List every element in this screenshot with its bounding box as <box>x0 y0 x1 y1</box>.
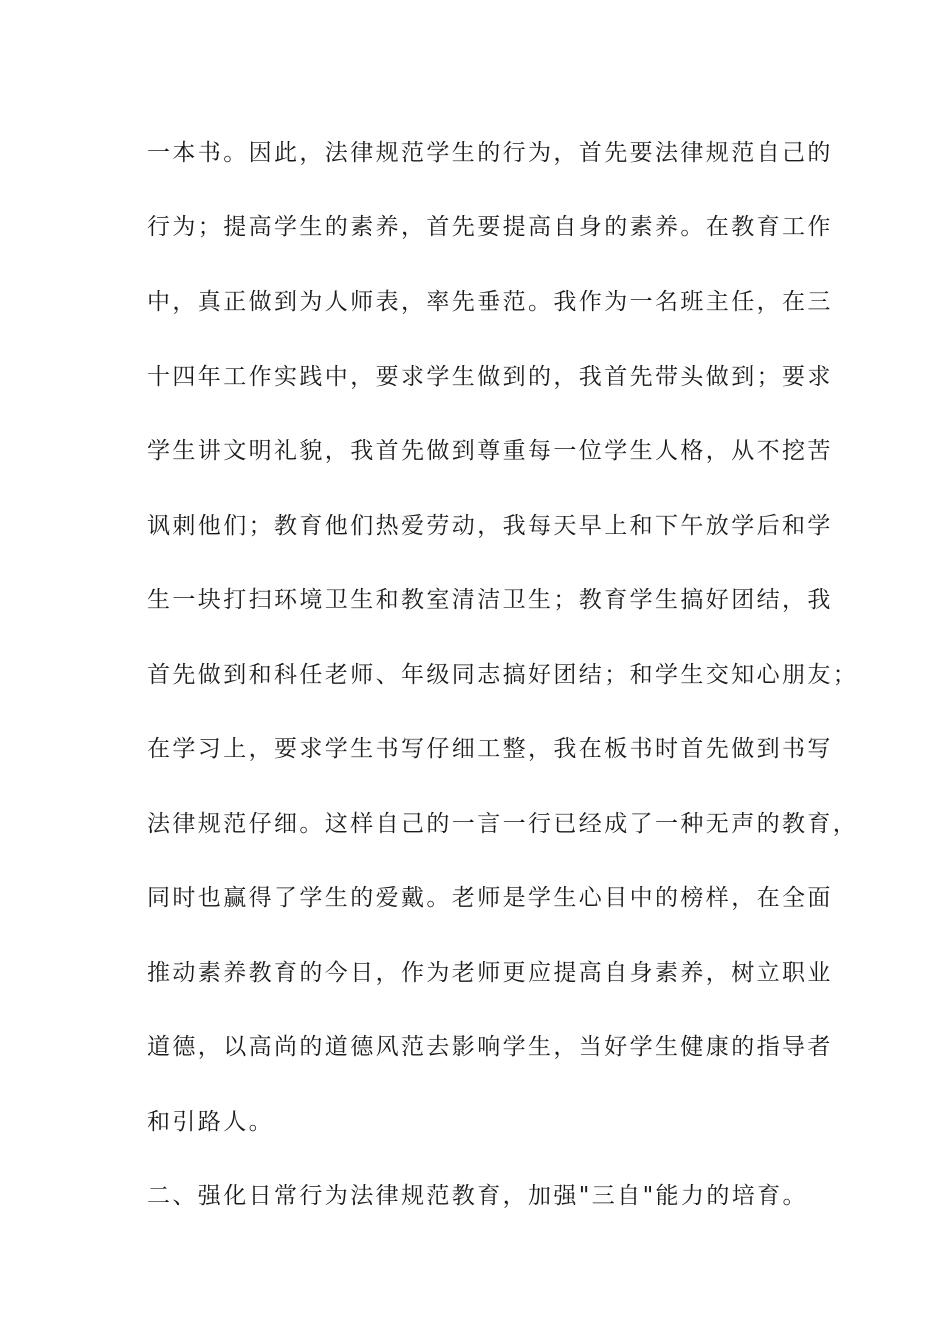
paragraph-line: 在学习上，要求学生书写仔细工整，我在板书时首先做到书写 <box>147 736 833 762</box>
paragraph-line: 道德，以高尚的道德风范去影响学生，当好学生健康的指导者 <box>147 1034 833 1060</box>
paragraph-line: 学生讲文明礼貌，我首先做到尊重每一位学生人格，从不挖苦 <box>147 438 833 464</box>
paragraph-line: 同时也赢得了学生的爱戴。老师是学生心目中的榜样，在全面 <box>147 885 833 911</box>
section-heading: 二、强化日常行为法律规范教育，加强"三自"能力的培育。 <box>147 1183 808 1209</box>
paragraph-line: 生一块打扫环境卫生和教室清洁卫生；教育学生搞好团结，我 <box>147 587 833 613</box>
paragraph-line: 和引路人。 <box>147 1109 274 1135</box>
paragraph-line: 首先做到和科任老师、年级同志搞好团结；和学生交知心朋友； <box>147 662 859 688</box>
paragraph-line: 一本书。因此，法律规范学生的行为，首先要法律规范自己的 <box>147 140 833 166</box>
paragraph-line: 讽刺他们；教育他们热爱劳动，我每天早上和下午放学后和学 <box>147 513 833 539</box>
paragraph-line: 法律规范仔细。这样自己的一言一行已经成了一种无声的教育， <box>147 811 859 837</box>
paragraph-line: 推动素养教育的今日，作为老师更应提高自身素养，树立职业 <box>147 960 833 986</box>
paragraph-line: 行为；提高学生的素养，首先要提高自身的素养。在教育工作 <box>147 214 833 240</box>
paragraph-line: 十四年工作实践中，要求学生做到的，我首先带头做到；要求 <box>147 364 833 390</box>
paragraph-line: 中，真正做到为人师表，率先垂范。我作为一名班主任，在三 <box>147 289 833 315</box>
